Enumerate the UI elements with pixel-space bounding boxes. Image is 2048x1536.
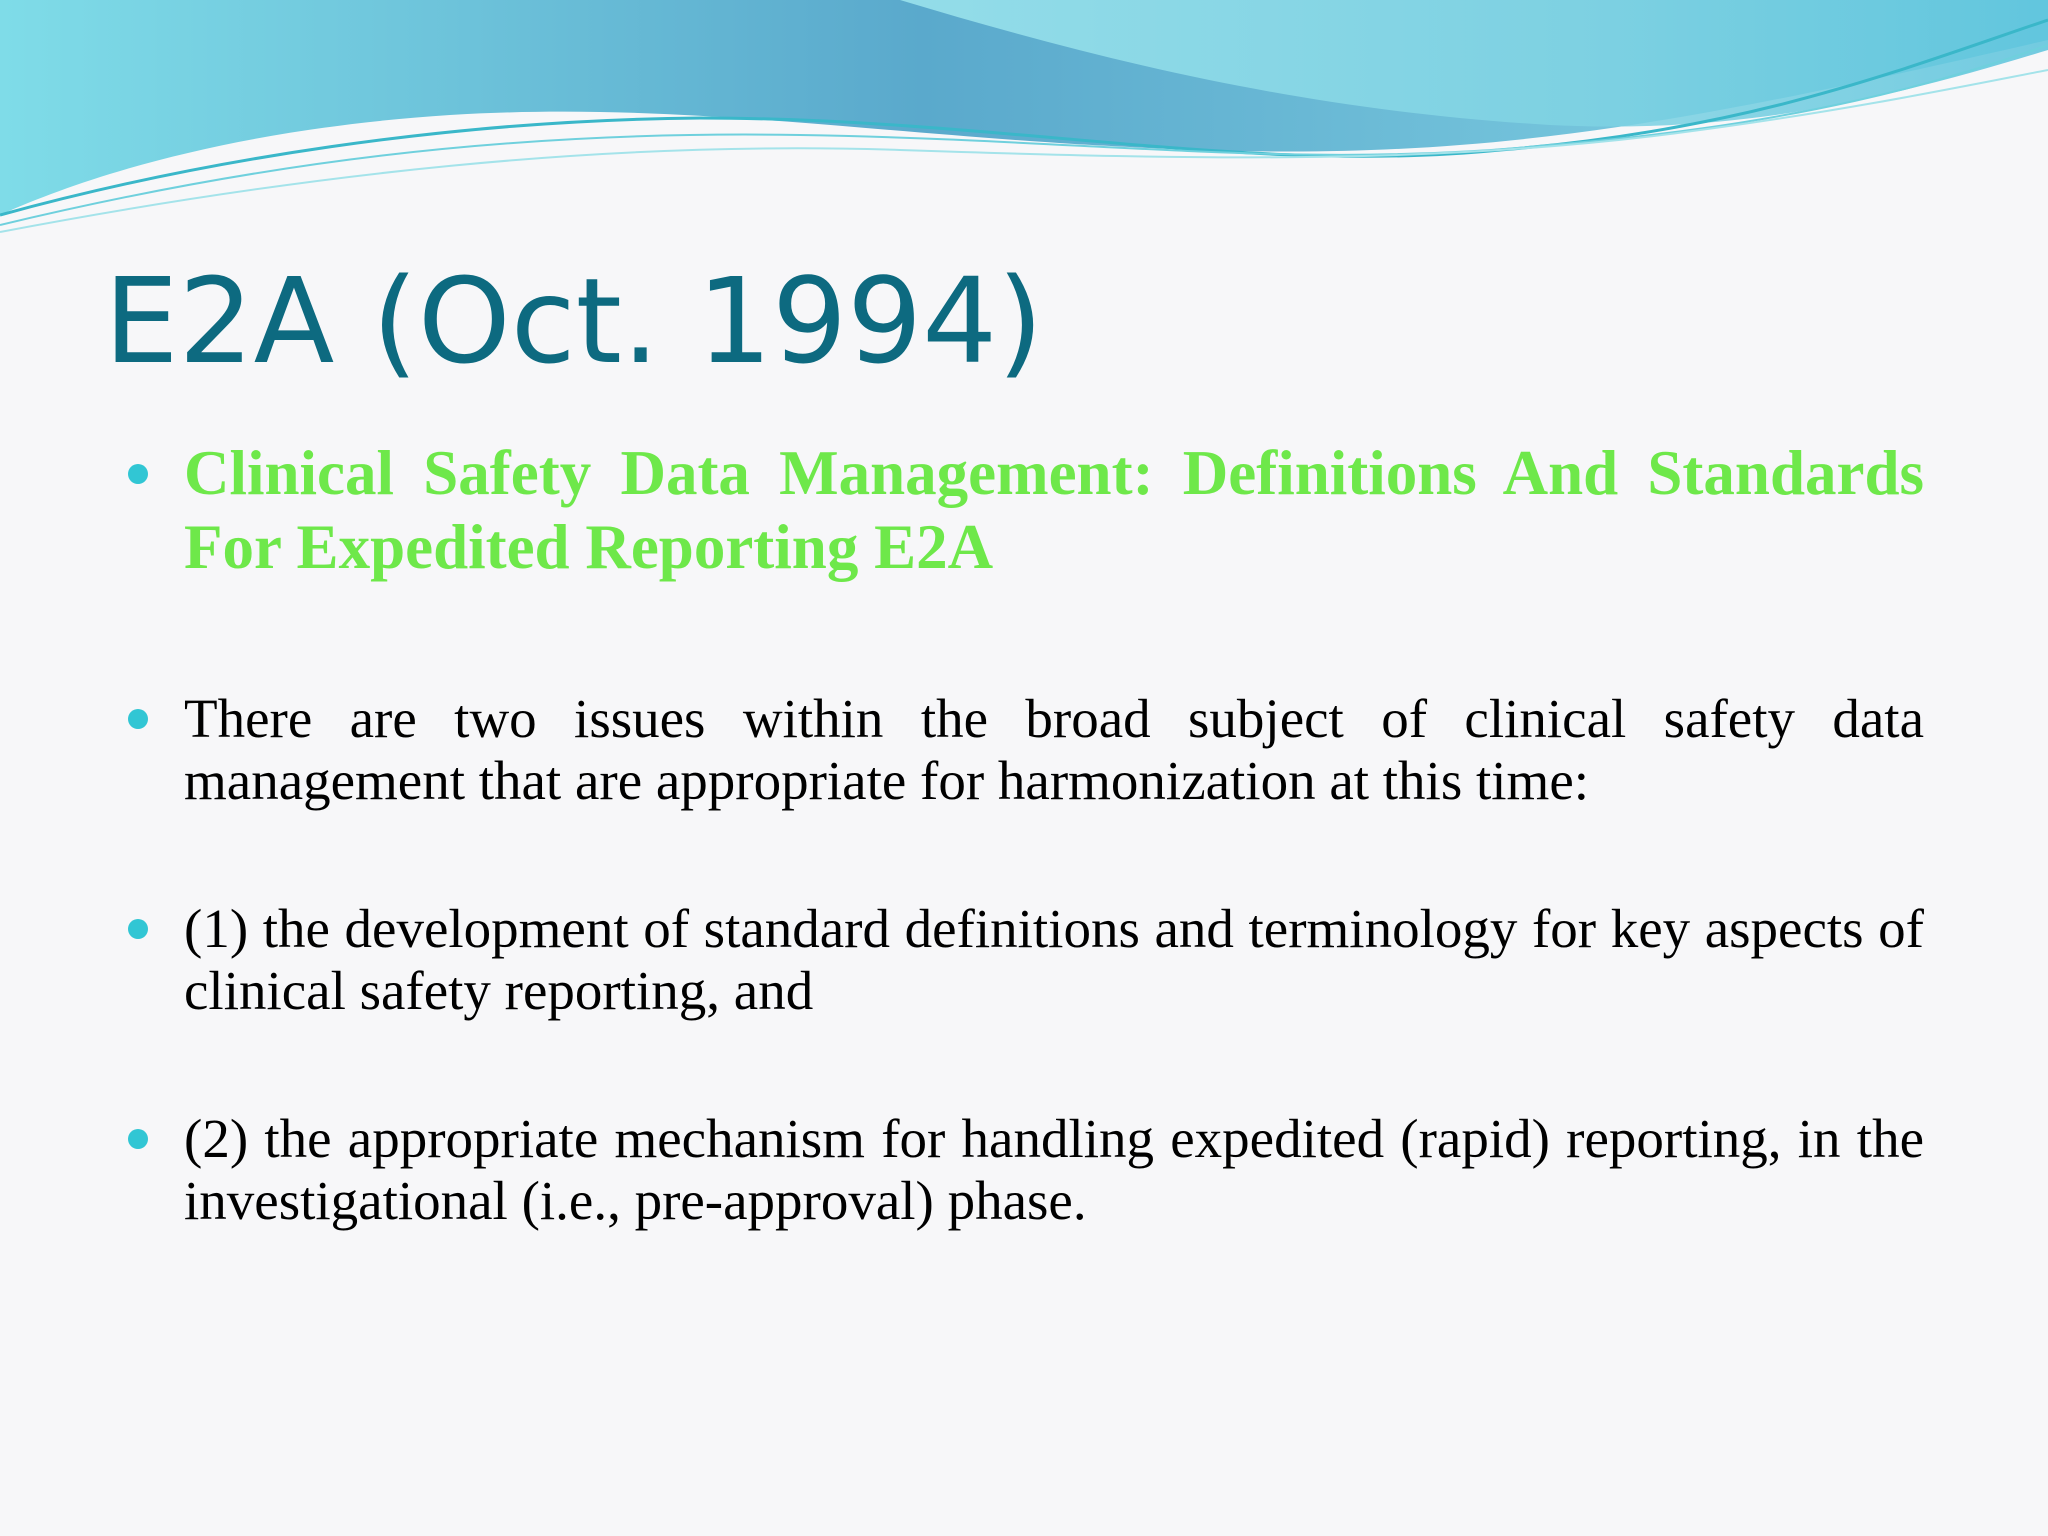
bullet-text: There are two issues within the broad subject of clinical safety data management that are appropriate for harmonization at this time:	[184, 688, 1924, 811]
header-wave-decoration	[0, 0, 2048, 240]
page-title: E2A (Oct. 1994)	[104, 252, 1044, 390]
bullet-list	[128, 436, 1924, 1318]
bullet-text: (2) the appropriate mechanism for handling expedited (rapid) reporting, in the investigational (i.e., pre-approval) phase.	[184, 1108, 1924, 1231]
bullet-dot-icon	[128, 1129, 148, 1149]
bullet-item	[128, 898, 1924, 1022]
bullet-heading-text: Clinical Safety Data Management: Definitions And Standards For Expedited Reporting E2A	[184, 438, 1924, 582]
bullet-heading	[128, 436, 1924, 584]
bullet-dot-icon	[128, 709, 148, 729]
bullet-text: (1) the development of standard definitions and terminology for key aspects of clinical safety reporting, and	[184, 898, 1924, 1021]
bullet-item	[128, 1108, 1924, 1232]
bullet-dot-icon	[128, 464, 148, 484]
bullet-dot-icon	[128, 919, 148, 939]
bullet-item	[128, 688, 1924, 812]
